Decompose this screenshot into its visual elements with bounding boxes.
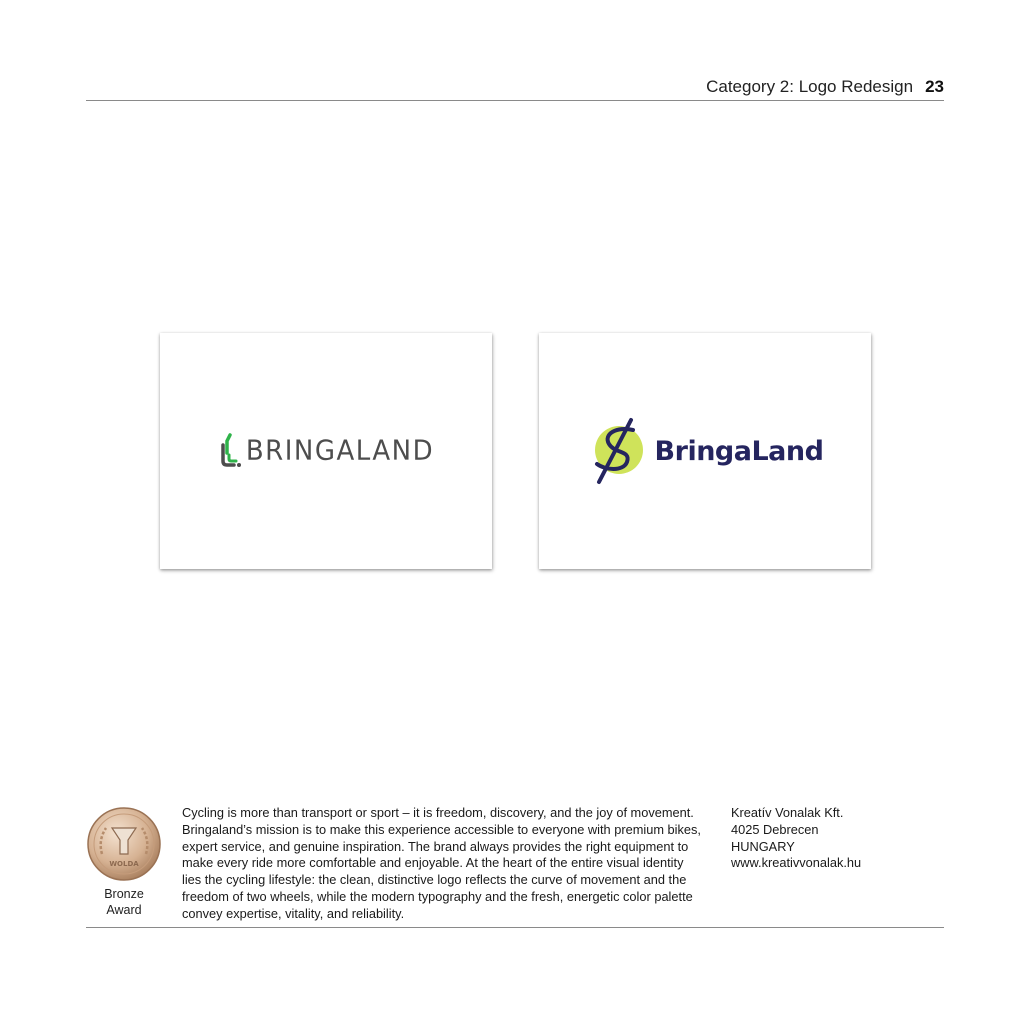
new-logo bbox=[587, 416, 824, 486]
new-logo-card bbox=[539, 333, 871, 569]
old-wordmark: BRINGALAND bbox=[245, 435, 435, 467]
old-logo-card bbox=[160, 333, 492, 569]
medal-text: WOLDA bbox=[109, 860, 139, 868]
contact-info bbox=[731, 805, 941, 872]
bike-seat-stroke-icon bbox=[218, 431, 242, 471]
bronze-medal-icon bbox=[86, 806, 162, 882]
company-website[interactable]: www.kreativvonalak.hu bbox=[731, 855, 862, 871]
award-label: Bronze Award bbox=[104, 887, 144, 917]
company-country: HUNGARY bbox=[731, 838, 795, 854]
new-wordmark: BringaLand bbox=[654, 435, 824, 467]
company-name: Kreatív Vonalak Kft. bbox=[731, 805, 844, 820]
page-number: 23 bbox=[925, 77, 944, 96]
award-badge bbox=[86, 806, 162, 918]
circle-s-stroke-icon bbox=[587, 416, 647, 486]
category-title: Category 2: Logo Redesign bbox=[706, 77, 914, 96]
company-city: 4025 Debrecen bbox=[731, 821, 819, 837]
project-description: Cycling is more than transport or sport – it is freedom, discovery, and the joy of movement. Bringaland’s mission is to make this experience accessible to everyone with premium bikes, expert service, and genuine inspiration. The brand always provides the right equipment to make every ride more comfortable and enjoyable. At the heart of the entire visual identity lies the cycling lifestyle: the clean, distinctive logo reflects the curve of movement and the freedom of two wheels, while the modern typography and the fresh, energetic color palette convey expertise, vitality, and reliability. bbox=[182, 805, 701, 921]
old-logo bbox=[218, 431, 434, 471]
page-header bbox=[86, 74, 944, 101]
entry-footer bbox=[86, 800, 944, 928]
